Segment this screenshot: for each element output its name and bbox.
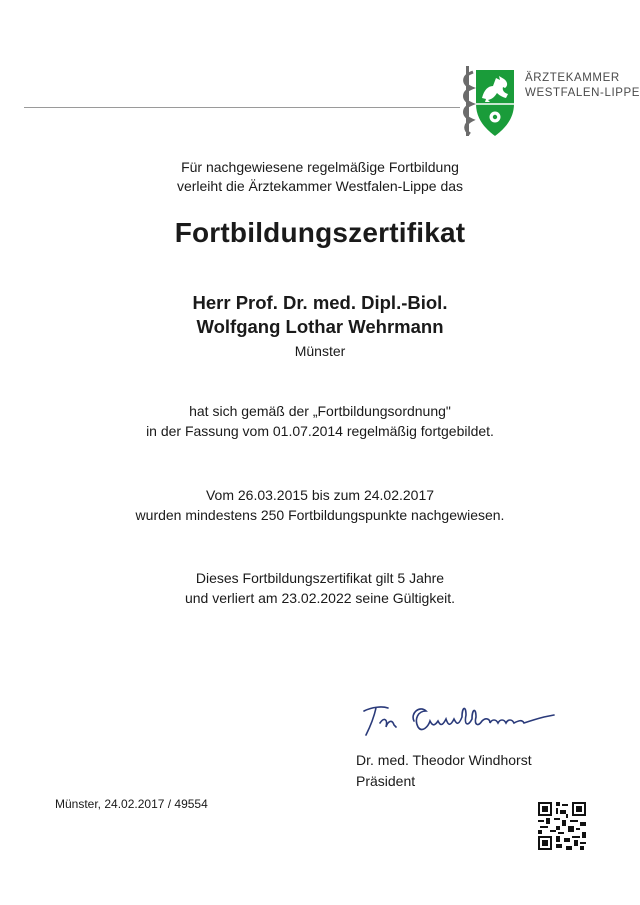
regulation-paragraph [0,401,640,441]
signature-icon [358,697,568,739]
validity-line2: und verliert am 23.02.2022 seine Gültigkeit. [184,590,456,606]
intro-text [0,158,640,196]
period-paragraph [0,485,640,525]
certificate-title: Fortbildungszertifikat [174,217,466,248]
recipient-city: Münster [294,343,346,359]
period-line2: wurden mindestens 250 Fortbildungspunkte nachgewiesen. [135,507,505,523]
regulation-line2: in der Fassung vom 01.07.2014 regelmäßig fortgebildet. [146,423,494,439]
signatory-name: Dr. med. Theodor Windhorst [356,752,532,768]
recipient-name-line2: Wolfgang Lothar Wehrmann [196,316,444,337]
intro-line1: Für nachgewiesene regelmäßige Fortbildung [181,159,459,175]
validity-paragraph [0,568,640,608]
organization-name-line1: ÄRZTEKAMMER [525,72,620,84]
header-rule [24,107,460,108]
regulation-line1: hat sich gemäß der „Fortbildungsordnung" [189,403,451,419]
period-line1: Vom 26.03.2015 bis zum 24.02.2017 [205,487,435,503]
signatory [356,750,532,792]
recipient-name-line1: Herr Prof. Dr. med. Dipl.-Biol. [192,292,448,313]
crest-logo-icon [460,64,516,140]
signatory-role: Präsident [356,773,416,789]
organization-name [525,71,640,101]
footer-place-date: Münster, 24.02.2017 / 49554 [55,797,208,811]
recipient-name [0,291,640,339]
organization-name-line2: WESTFALEN-LIPPE [525,87,640,99]
qr-code-icon [538,802,586,850]
validity-line1: Dieses Fortbildungszertifikat gilt 5 Jahre [195,570,445,586]
intro-line2: verleiht die Ärztekammer Westfalen-Lippe das [176,178,464,194]
